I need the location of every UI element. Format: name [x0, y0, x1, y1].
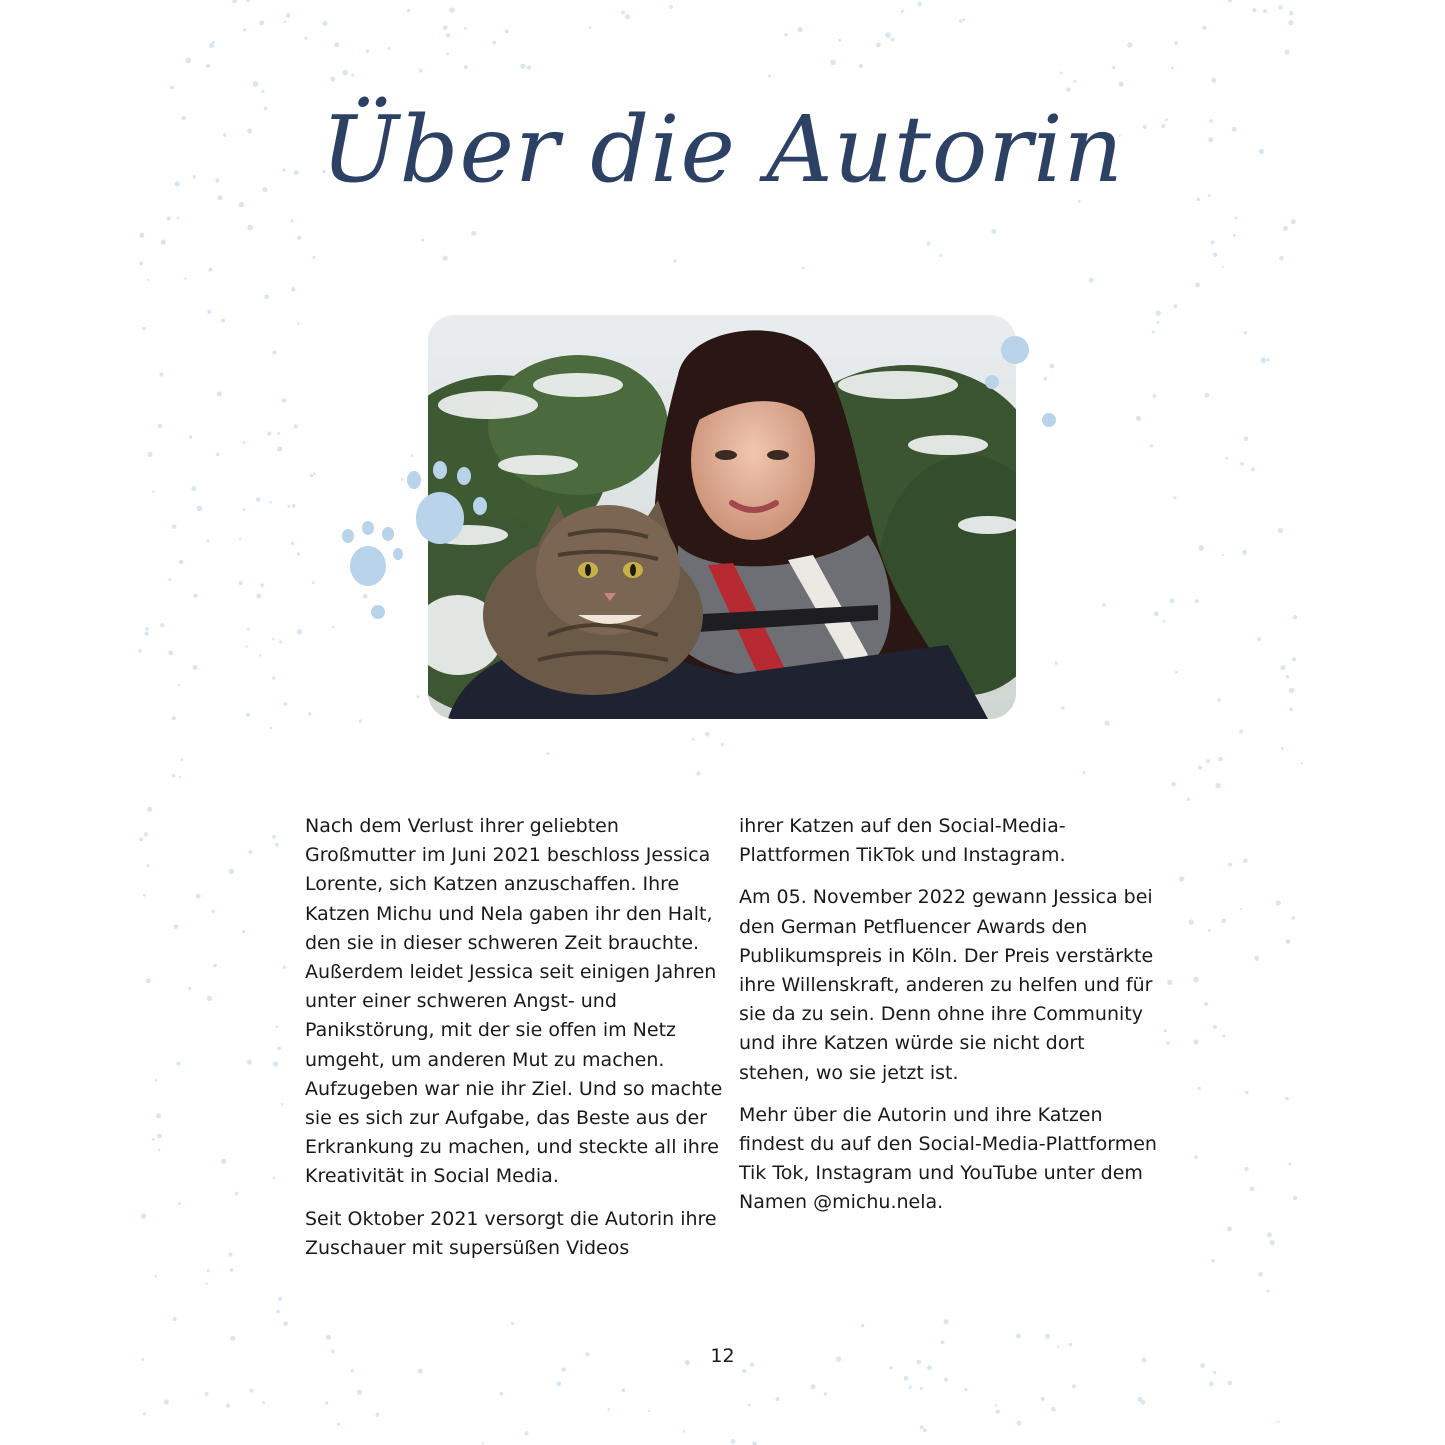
paragraph: ihrer Katzen auf den Social-Media-Plattformen TikTok und Instagram. [739, 815, 1066, 867]
text-column-right [739, 812, 1159, 1231]
paragraph: Am 05. November 2022 gewann Jessica bei den German Petfluencer Awards den Publikumspreis in Köln. Der Preis verstärkte ihre Willenskraft, anderen zu helfen und für sie da zu sein. Denn ohne ihre Community und ihre Katzen würde sie nicht dort stehen, wo sie jetzt ist. [739, 886, 1154, 1084]
paragraph: Mehr über die Autorin und ihre Katzen findest du auf den Social-Media-Plattformen Tik Tok, Instagram und YouTube unter dem Namen @michu.nela. [739, 1103, 1157, 1214]
author-photo [428, 315, 1016, 719]
text-column-left [305, 812, 725, 1276]
page-title: Über die Autorin [321, 96, 1124, 203]
paragraph: Seit Oktober 2021 versorgt die Autorin ihre Zuschauer mit supersüßen Videos [305, 1207, 717, 1259]
author-with-cat-photo-icon [428, 315, 1016, 719]
paragraph: Nach dem Verlust ihrer geliebten Großmutter im Juni 2021 beschloss Jessica Lorente, sich Katzen anzuschaffen. Ihre Katzen Michu und Nela gaben ihr den Halt, den sie in dieser schweren Zeit brauchte. Außerdem leidet Jessica seit einigen Jahren unter einer schweren Angst- und Panikstörung, mit der sie offen im Netz umgeht, um anderen Mut zu machen. Aufzugeben war nie ihr Ziel. Und so machte sie es sich zur Aufgabe, das Beste aus der Erkrankung zu machen, und steckte all ihre Kreativität in Social Media. [305, 815, 723, 1188]
page-number: 12 [710, 1345, 735, 1367]
